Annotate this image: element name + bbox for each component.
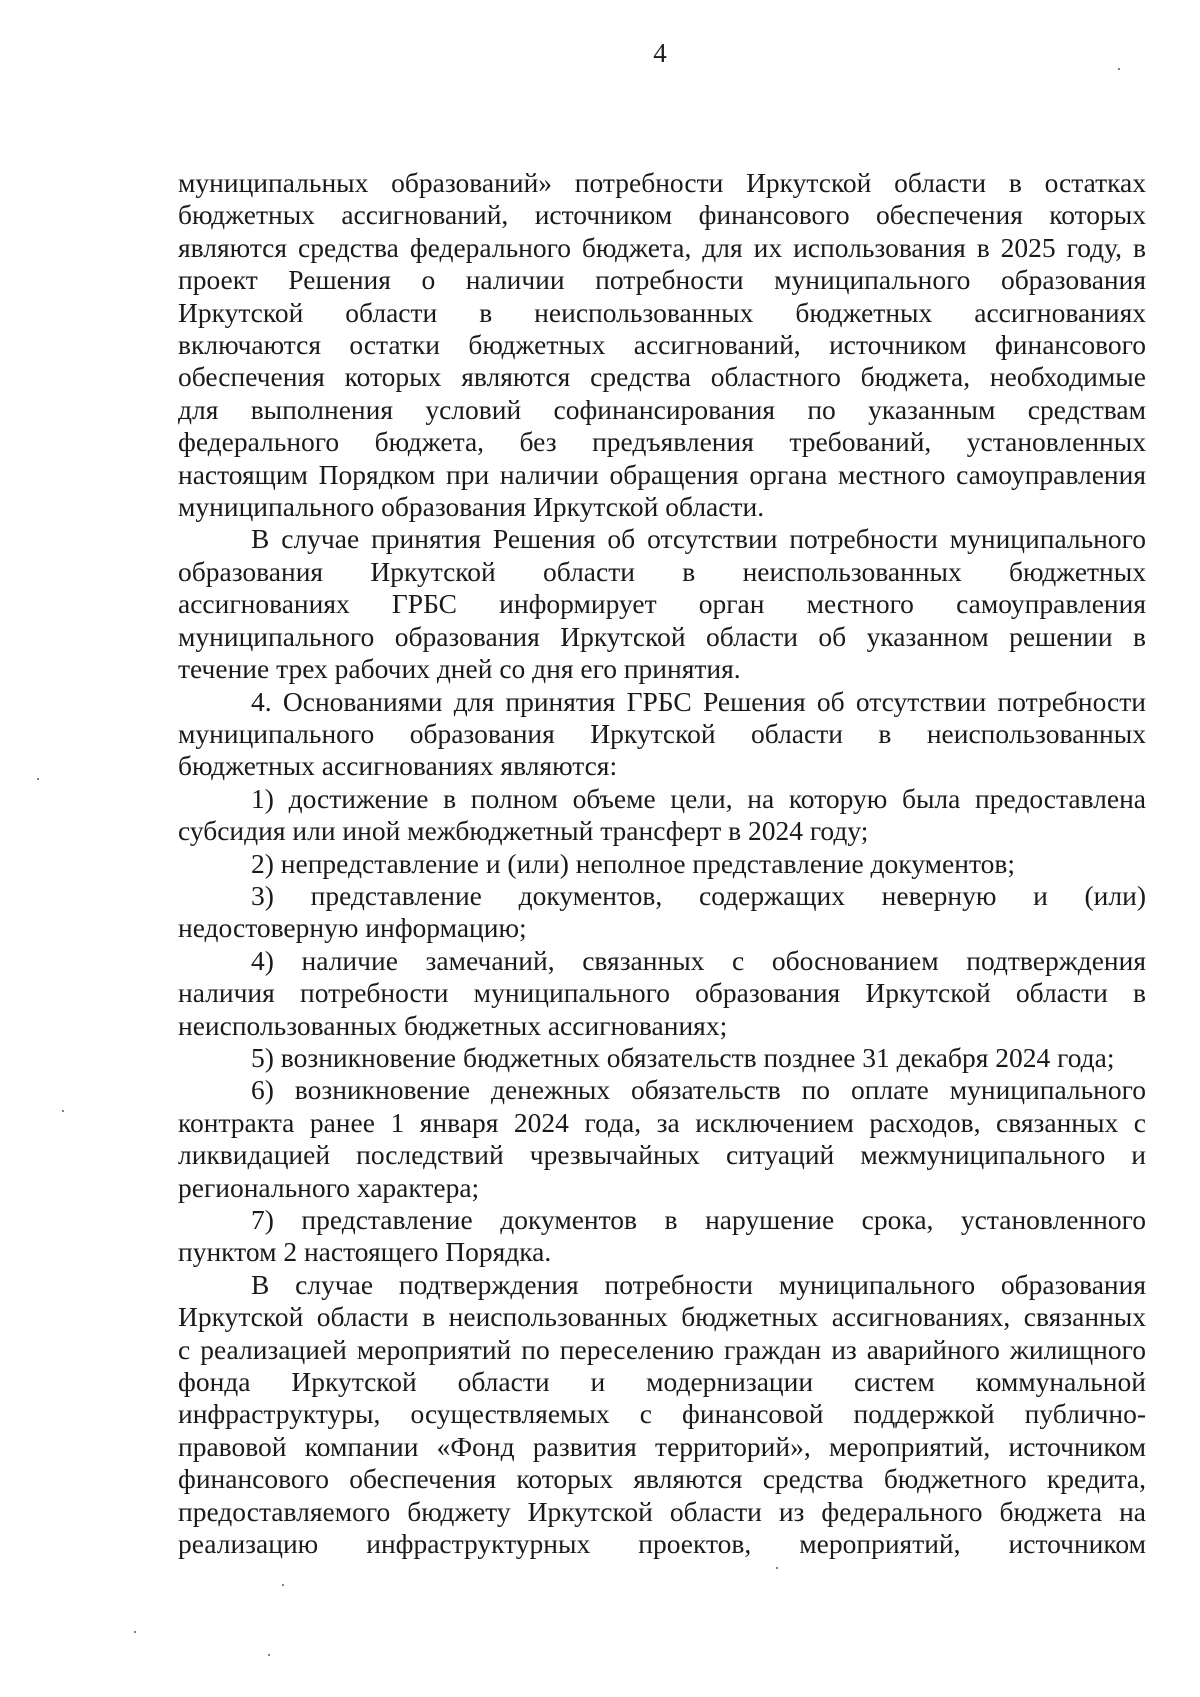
text-line: ассигнованиях ГРБС информирует орган местного самоуправления bbox=[178, 588, 1146, 620]
text-line: правовой компании «Фонд развития территорий», мероприятий, источником bbox=[178, 1430, 1146, 1462]
text-line: муниципального образования Иркутской области. bbox=[178, 491, 765, 523]
text-line: реализацию инфраструктурных проектов, мероприятий, источником bbox=[178, 1528, 1146, 1560]
text-line: 5) возникновение бюджетных обязательств позднее 31 декабря 2024 года; bbox=[251, 1041, 1115, 1073]
text-line: муниципального образования Иркутской области об указанном решении в bbox=[178, 620, 1146, 652]
text-line: федерального бюджета, без предъявления требований, установленных bbox=[178, 426, 1146, 458]
text-line: Иркутской области в неиспользованных бюджетных ассигнованиях, связанных bbox=[178, 1301, 1146, 1333]
text-line: Иркутской области в неиспользованных бюджетных ассигнованиях bbox=[178, 296, 1146, 328]
paragraph bbox=[178, 945, 1146, 1042]
scan-speck bbox=[1118, 68, 1120, 70]
document-body bbox=[178, 167, 1146, 1560]
text-line: бюджетных ассигнований, источником финансового обеспечения которых bbox=[178, 199, 1146, 231]
paragraph bbox=[178, 880, 1146, 945]
scan-speck bbox=[268, 1654, 270, 1656]
text-line: течение трех рабочих дней со дня его принятия. bbox=[178, 653, 741, 685]
text-line: наличия потребности муниципального образования Иркутской области в bbox=[178, 977, 1146, 1009]
text-line: настоящим Порядком при наличии обращения органа местного самоуправления bbox=[178, 458, 1146, 490]
scan-speck bbox=[134, 1631, 136, 1633]
paragraph bbox=[178, 783, 1146, 848]
text-line: финансового обеспечения которых являются средства бюджетного кредита, bbox=[178, 1463, 1146, 1495]
text-line: с реализацией мероприятий по переселению граждан из аварийного жилищного bbox=[178, 1333, 1146, 1365]
text-line: ликвидацией последствий чрезвычайных ситуаций межмуниципального и bbox=[178, 1139, 1146, 1171]
text-line: муниципальных образований» потребности Иркутской области в остатках bbox=[178, 167, 1146, 198]
text-line: инфраструктуры, осуществляемых с финансовой поддержкой публично- bbox=[178, 1398, 1146, 1430]
text-line: фонда Иркутской области и модернизации систем коммунальной bbox=[178, 1366, 1146, 1398]
text-line: регионального характера; bbox=[178, 1171, 480, 1203]
scan-speck bbox=[776, 1567, 778, 1569]
scan-speck bbox=[282, 1584, 284, 1586]
paragraph bbox=[178, 167, 1146, 523]
text-line: 3) представление документов, содержащих неверную и (или) bbox=[251, 879, 1146, 911]
text-line: 4) наличие замечаний, связанных с обоснованием подтверждения bbox=[251, 944, 1146, 976]
text-line: 1) достижение в полном объеме цели, на которую была предоставлена bbox=[251, 782, 1146, 814]
paragraph bbox=[178, 686, 1146, 783]
paragraph bbox=[178, 1269, 1146, 1561]
text-line: проект Решения о наличии потребности муниципального образования bbox=[178, 264, 1146, 296]
scan-speck bbox=[37, 778, 39, 780]
text-line: обеспечения которых являются средства областного бюджета, необходимые bbox=[178, 361, 1146, 393]
text-line: муниципального образования Иркутской области в неиспользованных bbox=[178, 717, 1146, 749]
text-line: 2) непредставление и (или) неполное представление документов; bbox=[251, 847, 1015, 879]
scan-speck bbox=[62, 1110, 64, 1112]
page-number: 4 bbox=[653, 38, 667, 68]
text-line: субсидия или иной межбюджетный трансферт в 2024 году; bbox=[178, 815, 869, 847]
text-line: для выполнения условий софинансирования по указанным средствам bbox=[178, 393, 1146, 425]
paragraph bbox=[178, 1074, 1146, 1204]
text-line: являются средства федерального бюджета, для их использования в 2025 году, в bbox=[178, 231, 1146, 263]
paragraph bbox=[178, 1042, 1146, 1074]
text-line: бюджетных ассигнованиях являются: bbox=[178, 750, 618, 782]
paragraph bbox=[178, 848, 1146, 880]
text-line: образования Иркутской области в неиспользованных бюджетных bbox=[178, 555, 1146, 587]
text-line: недостоверную информацию; bbox=[178, 912, 527, 944]
text-line: неиспользованных бюджетных ассигнованиях; bbox=[178, 1009, 728, 1041]
text-line: пунктом 2 настоящего Порядка. bbox=[178, 1236, 552, 1268]
text-line: В случае подтверждения потребности муниципального образования bbox=[251, 1268, 1146, 1300]
text-line: 4. Основаниями для принятия ГРБС Решения об отсутствии потребности bbox=[251, 685, 1146, 717]
text-line: 6) возникновение денежных обязательств по оплате муниципального bbox=[251, 1074, 1146, 1106]
text-line: 7) представление документов в нарушение срока, установленного bbox=[251, 1204, 1146, 1235]
text-line: предоставляемого бюджету Иркутской области из федерального бюджета на bbox=[178, 1495, 1146, 1527]
text-line: В случае принятия Решения об отсутствии потребности муниципального bbox=[251, 523, 1146, 555]
text-line: контракта ранее 1 января 2024 года, за исключением расходов, связанных с bbox=[178, 1106, 1146, 1138]
paragraph bbox=[178, 523, 1146, 685]
text-line: включаются остатки бюджетных ассигнований, источником финансового bbox=[178, 329, 1146, 361]
paragraph bbox=[178, 1204, 1146, 1269]
